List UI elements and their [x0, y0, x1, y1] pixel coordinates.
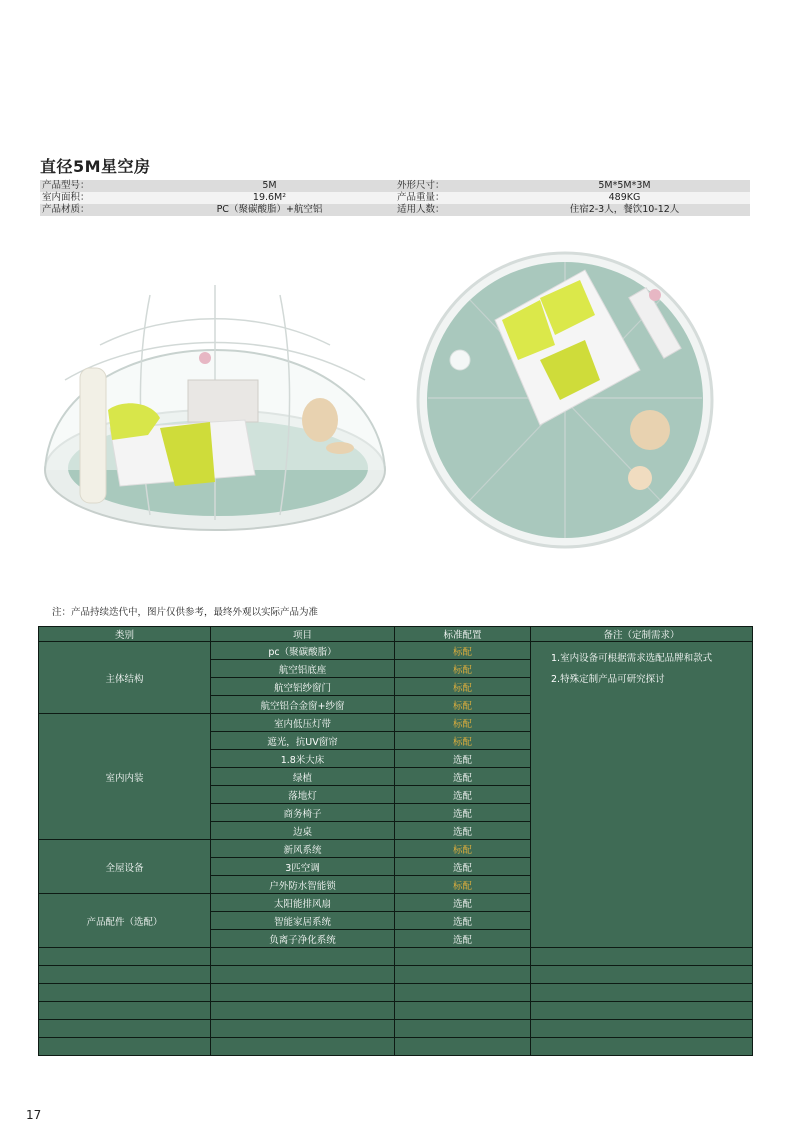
spec-value: 5M*5M*3M — [598, 180, 651, 191]
category-cell: 产品配件（选配） — [39, 894, 211, 948]
spec-row — [40, 204, 750, 216]
config-cell: 标配 — [395, 876, 531, 894]
item-cell: 户外防水智能锁 — [211, 876, 395, 894]
item-cell: 太阳能排风扇 — [211, 894, 395, 912]
remark-line: 1.室内设备可根据需求选配品牌和款式 — [551, 653, 713, 664]
product-renderings — [40, 250, 760, 580]
spec-value: PC（聚碳酸脂）+航空铝 — [216, 204, 323, 215]
spec-row — [40, 180, 750, 192]
config-cell: 选配 — [395, 768, 531, 786]
config-cell: 标配 — [395, 678, 531, 696]
item-cell: 绿植 — [211, 768, 395, 786]
remarks-cell — [531, 642, 753, 948]
disclaimer-note: 注：产品持续迭代中，图片仅供参考，最终外观以实际产品为准 — [52, 607, 319, 618]
item-cell: 新风系统 — [211, 840, 395, 858]
empty-row — [39, 1020, 753, 1038]
column-header: 标准配置 — [395, 627, 531, 642]
item-cell: 航空铝纱窗门 — [211, 678, 395, 696]
empty-row — [39, 948, 753, 966]
item-cell: 边桌 — [211, 822, 395, 840]
spec-label: 室内面积： — [42, 192, 90, 203]
config-cell: 标配 — [395, 732, 531, 750]
item-cell: 智能家居系统 — [211, 912, 395, 930]
item-cell: 3匹空调 — [211, 858, 395, 876]
item-cell: 室内低压灯带 — [211, 714, 395, 732]
column-header: 备注（定制需求） — [531, 627, 753, 642]
category-cell: 室内内装 — [39, 714, 211, 840]
dome-side-view — [45, 285, 385, 530]
spec-label: 外形尺寸： — [397, 180, 445, 191]
item-cell: 航空铝合金窗+纱窗 — [211, 696, 395, 714]
config-cell: 标配 — [395, 642, 531, 660]
config-cell: 选配 — [395, 930, 531, 948]
category-cell: 主体结构 — [39, 642, 211, 714]
table-header-row — [39, 627, 753, 642]
config-cell: 选配 — [395, 804, 531, 822]
config-cell: 选配 — [395, 912, 531, 930]
spec-value: 489KG — [608, 192, 641, 203]
spec-label: 产品材质： — [42, 204, 90, 215]
empty-row — [39, 984, 753, 1002]
item-cell: pc（聚碳酸脂） — [211, 642, 395, 660]
empty-row — [39, 1038, 753, 1056]
spec-row — [40, 192, 750, 204]
page-title: 直径5M星空房 — [40, 157, 151, 176]
empty-row — [39, 1002, 753, 1020]
item-cell: 遮光，抗UV窗帘 — [211, 732, 395, 750]
column-header: 项目 — [211, 627, 395, 642]
dome-top-view — [418, 253, 712, 547]
config-cell: 标配 — [395, 660, 531, 678]
spec-value: 5M — [262, 180, 277, 191]
config-cell: 选配 — [395, 822, 531, 840]
item-cell: 航空铝底座 — [211, 660, 395, 678]
empty-row — [39, 966, 753, 984]
spec-label: 产品型号： — [42, 180, 90, 191]
config-cell: 标配 — [395, 840, 531, 858]
item-cell: 负离子净化系统 — [211, 930, 395, 948]
spec-label: 产品重量： — [397, 192, 445, 203]
config-cell: 选配 — [395, 894, 531, 912]
item-cell: 商务椅子 — [211, 804, 395, 822]
config-cell: 选配 — [395, 750, 531, 768]
item-cell: 落地灯 — [211, 786, 395, 804]
page-number: 17 — [26, 1108, 42, 1122]
category-cell: 全屋设备 — [39, 840, 211, 894]
remark-line: 2.特殊定制产品可研究探讨 — [551, 674, 665, 685]
config-cell: 标配 — [395, 696, 531, 714]
spec-value: 19.6M² — [252, 192, 287, 203]
spec-value: 住宿2-3人，餐饮10-12人 — [569, 204, 680, 215]
item-cell: 1.8米大床 — [211, 750, 395, 768]
config-cell: 标配 — [395, 714, 531, 732]
table-row — [39, 642, 753, 660]
configuration-table — [38, 626, 753, 1056]
config-cell: 选配 — [395, 786, 531, 804]
config-cell: 选配 — [395, 858, 531, 876]
column-header: 类别 — [39, 627, 211, 642]
spec-label: 适用人数： — [397, 204, 445, 215]
spec-sheet — [40, 180, 750, 216]
